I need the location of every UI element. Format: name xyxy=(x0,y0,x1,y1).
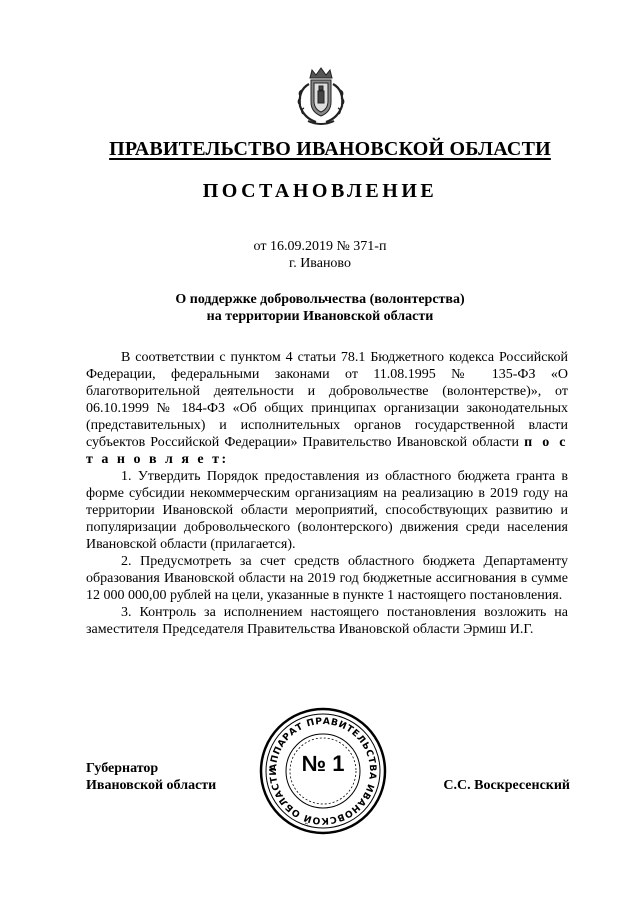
item-3-paragraph: 3. Контроль за исполнением настоящего постановления возложить на заместителя Председателя Правительства Ивановской области Эрмиш И.Г. xyxy=(86,605,568,637)
stamp-number: № 1 xyxy=(301,751,345,776)
official-stamp xyxy=(258,706,388,836)
signatory-name: С.С. Воскресенский xyxy=(443,778,570,793)
document-date-number: от 16.09.2019 № 371-п xyxy=(253,239,387,254)
signatory-position xyxy=(86,760,216,794)
decree-word: п о с т а н о в л я е т: xyxy=(86,435,568,467)
government-title: ПРАВИТЕЛЬСТВО ИВАНОВСКОЙ ОБЛАСТИ xyxy=(109,138,551,160)
subject-line-1: О поддержке добровольчества (волонтерства) xyxy=(175,292,465,307)
document-city: г. Иваново xyxy=(289,256,351,271)
document-subject xyxy=(60,291,580,325)
stamp-ring-text: АППАРАТ ПРАВИТЕЛЬСТВА ИВАНОВСКОЙ ОБЛАСТИ xyxy=(267,715,379,827)
subject-line-2: на территории Ивановской области xyxy=(206,309,434,324)
preamble-paragraph xyxy=(86,349,568,468)
document-body xyxy=(86,349,568,638)
coat-of-arms-icon xyxy=(292,66,350,128)
position-line-2: Ивановской области xyxy=(86,778,217,793)
position-line-1: Губернатор xyxy=(86,761,159,776)
item-1-paragraph: 1. Утвердить Порядок предоставления из областного бюджета гранта в форме субсидии некоммерческим организациям на реализацию в 2019 году на территории Ивановской области мероприятий, способствующих развитию и популяризации добровольческого (волонтерского) движения среди населения Ивановской области (прилагается). xyxy=(86,469,568,552)
document-type: ПОСТАНОВЛЕНИЕ xyxy=(202,180,438,202)
preamble-text: В соответствии с пунктом 4 статьи 78.1 Бюджетного кодекса Российской Федерации, федеральными законами от 11.08.1995 № 135-ФЗ «О благотворительной деятельности и добровольчестве (волонтерстве)», от 06.10.1999 № 184-ФЗ «Об общих принципах организации законодательных (представительных) и исполнительных органов государственной власти субъектов Российской Федерации» Правительство Ивановской области xyxy=(86,350,568,450)
item-2-paragraph: 2. Предусмотреть за счет средств областного бюджета Департаменту образования Ивановской области на 2019 год бюджетные ассигнования в сумме 12 000 000,00 рублей на цели, указанные в пункте 1 настоящего постановления. xyxy=(86,554,568,603)
document-date-block xyxy=(60,238,580,272)
